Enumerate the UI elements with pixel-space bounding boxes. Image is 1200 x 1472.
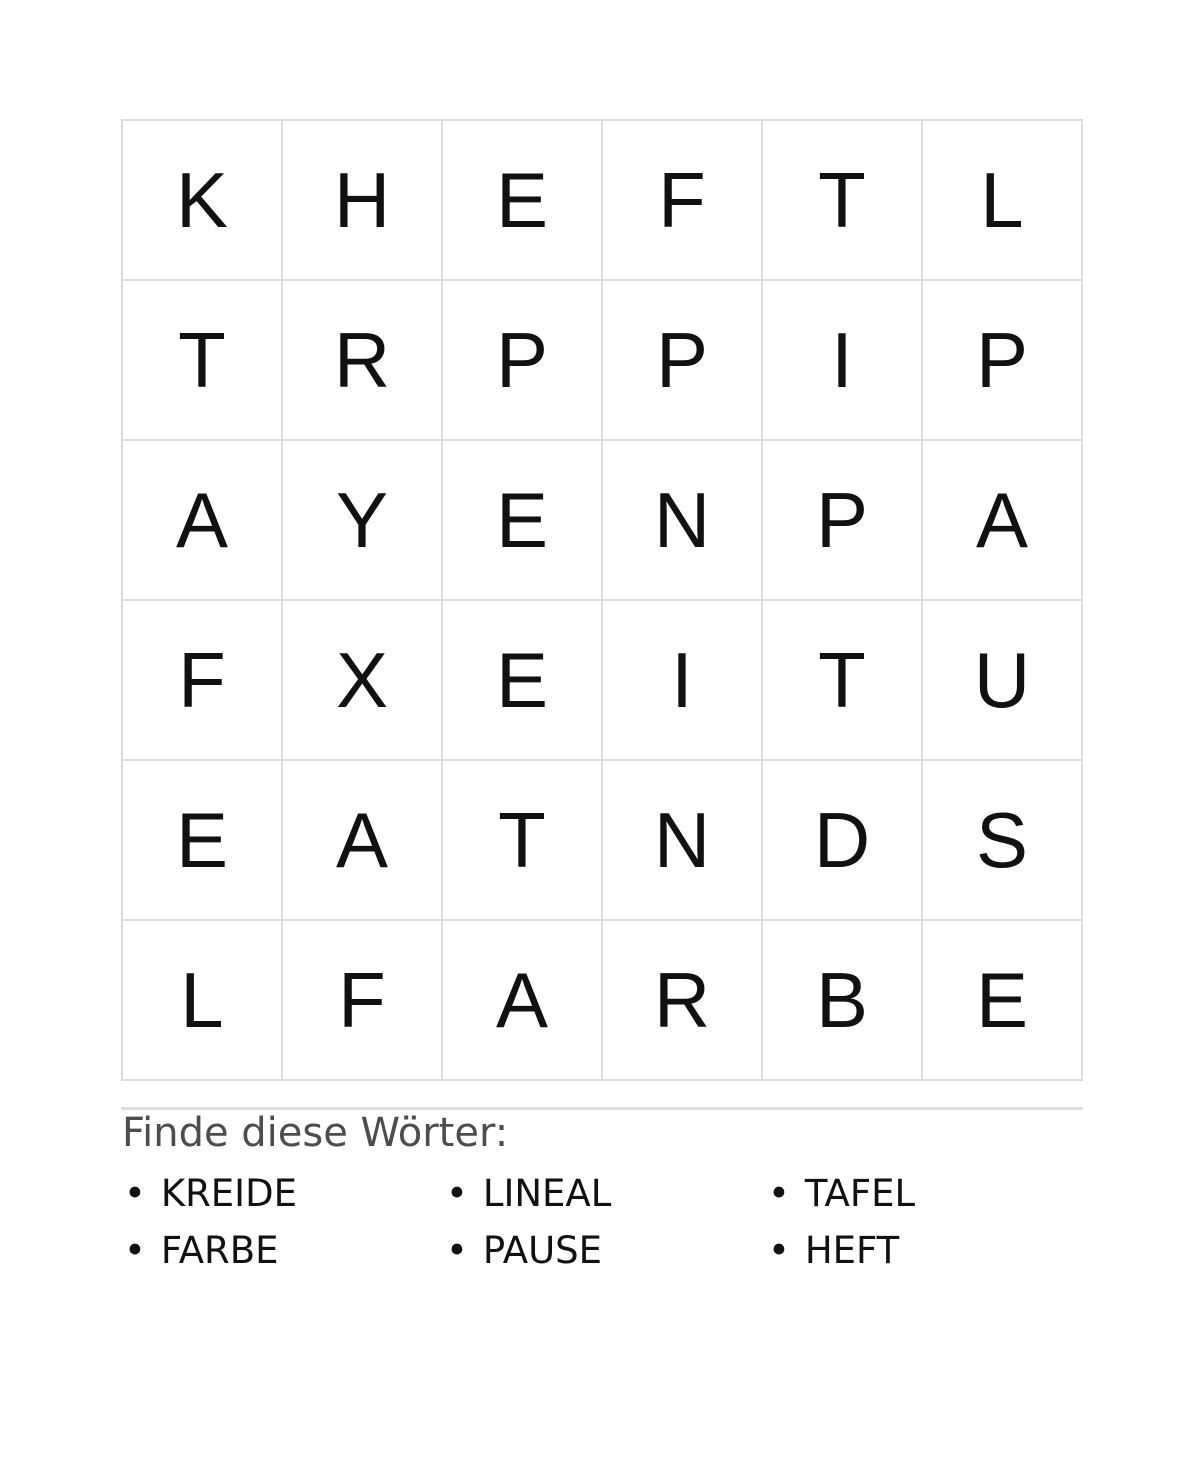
- grid-cell[interactable]: P: [923, 281, 1081, 439]
- bullet-icon: •: [768, 1229, 790, 1272]
- grid-cell[interactable]: A: [923, 441, 1081, 599]
- grid-cell[interactable]: E: [123, 761, 281, 919]
- grid-cell[interactable]: I: [603, 601, 761, 759]
- word-list-item: [446, 1229, 768, 1272]
- word-list-item: [768, 1229, 1084, 1272]
- grid-cell[interactable]: A: [123, 441, 281, 599]
- grid-cell[interactable]: I: [763, 281, 921, 439]
- bullet-icon: •: [768, 1172, 790, 1215]
- grid-cell[interactable]: L: [923, 121, 1081, 279]
- grid-cell[interactable]: E: [443, 121, 601, 279]
- grid-cell[interactable]: T: [443, 761, 601, 919]
- grid-cell[interactable]: D: [763, 761, 921, 919]
- grid-cell[interactable]: H: [283, 121, 441, 279]
- grid-cell[interactable]: P: [443, 281, 601, 439]
- word-list-heading: Finde diese Wörter:: [122, 1110, 509, 1156]
- bullet-icon: •: [124, 1229, 146, 1272]
- grid-cell[interactable]: L: [123, 921, 281, 1079]
- grid-cell[interactable]: P: [603, 281, 761, 439]
- grid-cell[interactable]: P: [763, 441, 921, 599]
- grid-cell[interactable]: T: [763, 121, 921, 279]
- word-list-item: [768, 1172, 1084, 1215]
- grid-cell[interactable]: N: [603, 761, 761, 919]
- word-label: HEFT: [804, 1229, 900, 1272]
- word-search-grid: [121, 119, 1083, 1081]
- word-list: [124, 1172, 1084, 1272]
- grid-cell[interactable]: F: [123, 601, 281, 759]
- grid-cell[interactable]: A: [283, 761, 441, 919]
- grid-cell[interactable]: E: [443, 441, 601, 599]
- word-list-item: [124, 1172, 446, 1215]
- grid-cell[interactable]: S: [923, 761, 1081, 919]
- grid-cell[interactable]: Y: [283, 441, 441, 599]
- grid-cell[interactable]: E: [443, 601, 601, 759]
- grid-cell[interactable]: F: [603, 121, 761, 279]
- bullet-icon: •: [124, 1172, 146, 1215]
- word-label: PAUSE: [482, 1229, 603, 1272]
- word-list-item: [446, 1172, 768, 1215]
- word-label: FARBE: [160, 1229, 279, 1272]
- grid-cell[interactable]: K: [123, 121, 281, 279]
- grid-cell[interactable]: R: [603, 921, 761, 1079]
- word-label: LINEAL: [482, 1172, 612, 1215]
- grid-cell[interactable]: R: [283, 281, 441, 439]
- grid-cell[interactable]: U: [923, 601, 1081, 759]
- word-list-item: [124, 1229, 446, 1272]
- grid-cell[interactable]: E: [923, 921, 1081, 1079]
- grid-cell[interactable]: F: [283, 921, 441, 1079]
- grid-cell[interactable]: N: [603, 441, 761, 599]
- grid-cell[interactable]: T: [123, 281, 281, 439]
- grid-cell[interactable]: X: [283, 601, 441, 759]
- bullet-icon: •: [446, 1172, 468, 1215]
- grid-cell[interactable]: A: [443, 921, 601, 1079]
- bullet-icon: •: [446, 1229, 468, 1272]
- word-label: TAFEL: [804, 1172, 916, 1215]
- grid-cell[interactable]: B: [763, 921, 921, 1079]
- word-label: KREIDE: [160, 1172, 297, 1215]
- grid-cell[interactable]: T: [763, 601, 921, 759]
